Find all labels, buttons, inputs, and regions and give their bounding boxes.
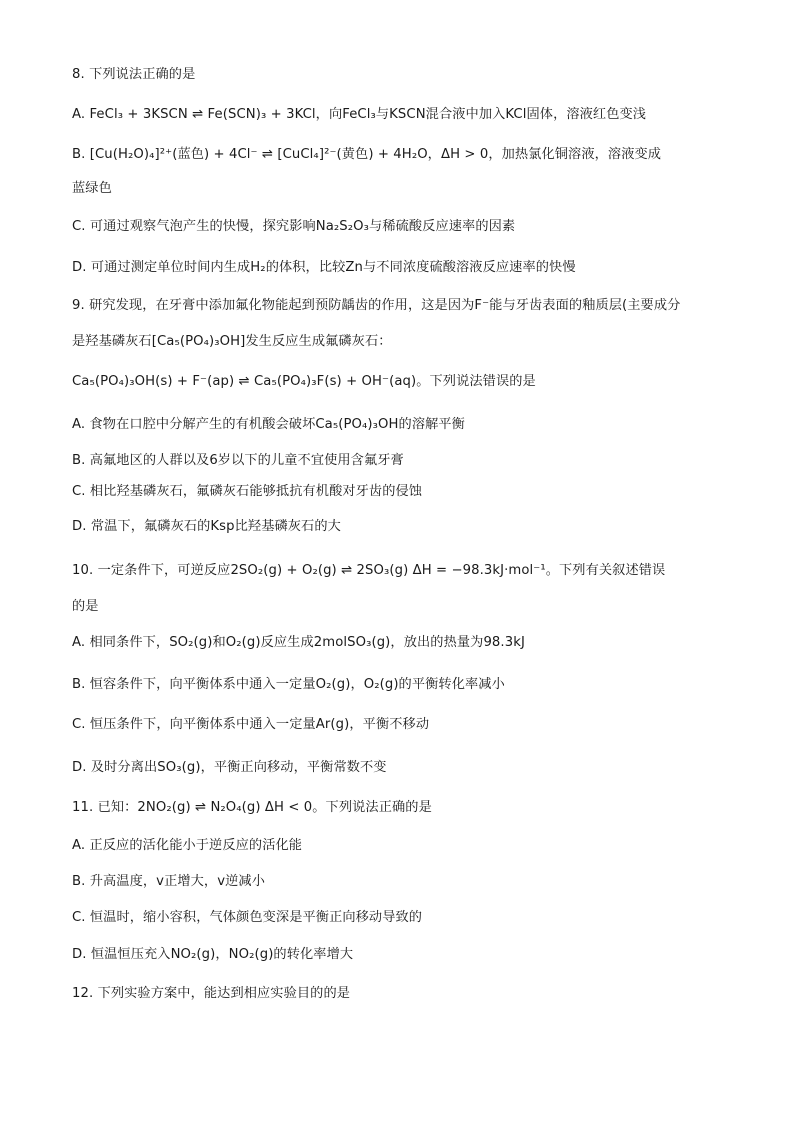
question-9-option-d: D. 常温下，氟磷灰石的Ksp比羟基磷灰石的大 (72, 519, 341, 534)
question-10-stem: 10. 一定条件下，可逆反应2SO₂(g) + O₂(g) ⇌ 2SO₃(g) ΔH = −98.3kJ·mol⁻¹。下列有关叙述错误 (72, 563, 666, 578)
question-11-option-a: A. 正反应的活化能小于逆反应的活化能 (72, 838, 303, 853)
question-9-stem: 9. 研究发现，在牙膏中添加氟化物能起到预防龋齿的作用，这是因为F⁻能与牙齿表面的釉质层(主要成分 (72, 298, 681, 313)
question-8-option-c: C. 可通过观察气泡产生的快慢，探究影响Na₂S₂O₃与稀硫酸反应速率的因素 (72, 219, 516, 234)
question-10-option-d: D. 及时分离出SO₃(g)，平衡正向移动，平衡常数不变 (72, 760, 387, 775)
question-8-stem: 8. 下列说法正确的是 (72, 67, 196, 82)
question-11-option-c: C. 恒温时，缩小容积，气体颜色变深是平衡正向移动导致的 (72, 910, 423, 925)
question-11-stem: 11. 已知：2NO₂(g) ⇌ N₂O₄(g) ΔH < 0。下列说法正确的是 (72, 800, 432, 815)
question-11-option-b: B. 升高温度，v正增大，v逆减小 (72, 874, 265, 889)
question-9-option-c: C. 相比羟基磷灰石，氟磷灰石能够抵抗有机酸对牙齿的侵蚀 (72, 484, 423, 499)
question-9-option-b: B. 高氟地区的人群以及6岁以下的儿童不宜使用含氟牙膏 (72, 453, 404, 468)
question-10-option-c: C. 恒压条件下，向平衡体系中通入一定量Ar(g)，平衡不移动 (72, 717, 430, 732)
question-11-option-d: D. 恒温恒压充入NO₂(g)，NO₂(g)的转化率增大 (72, 947, 354, 962)
question-9-equation: Ca₅(PO₄)₃OH(s) + F⁻(ap) ⇌ Ca₅(PO₄)₃F(s) + OH⁻(aq)。下列说法错误的是 (72, 374, 536, 389)
question-10-option-b: B. 恒容条件下，向平衡体系中通入一定量O₂(g)，O₂(g)的平衡转化率减小 (72, 677, 505, 692)
question-10-stem-continued: 的是 (72, 599, 99, 614)
question-9-stem-continued: 是羟基磷灰石[Ca₅(PO₄)₃OH]发生反应生成氟磷灰石： (72, 334, 392, 349)
question-8-option-b: B. [Cu(H₂O)₄]²⁺(蓝色) + 4Cl⁻ ⇌ [CuCl₄]²⁻(黄色) + 4H₂O，ΔH > 0，加热氯化铜溶液，溶液变成 (72, 147, 662, 162)
question-8-option-d: D. 可通过测定单位时间内生成H₂的体积，比较Zn与不同浓度硫酸溶液反应速率的快慢 (72, 260, 576, 275)
question-10-option-a: A. 相同条件下，SO₂(g)和O₂(g)反应生成2molSO₃(g)，放出的热量为98.3kJ (72, 635, 525, 650)
question-8-option-b-continued: 蓝绿色 (72, 181, 112, 196)
question-8-option-a: A. FeCl₃ + 3KSCN ⇌ Fe(SCN)₃ + 3KCl，向FeCl₃与KSCN混合液中加入KCl固体，溶液红色变浅 (72, 107, 647, 122)
question-9-option-a: A. 食物在口腔中分解产生的有机酸会破坏Ca₅(PO₄)₃OH的溶解平衡 (72, 417, 465, 432)
question-12-stem: 12. 下列实验方案中，能达到相应实验目的的是 (72, 986, 351, 1001)
